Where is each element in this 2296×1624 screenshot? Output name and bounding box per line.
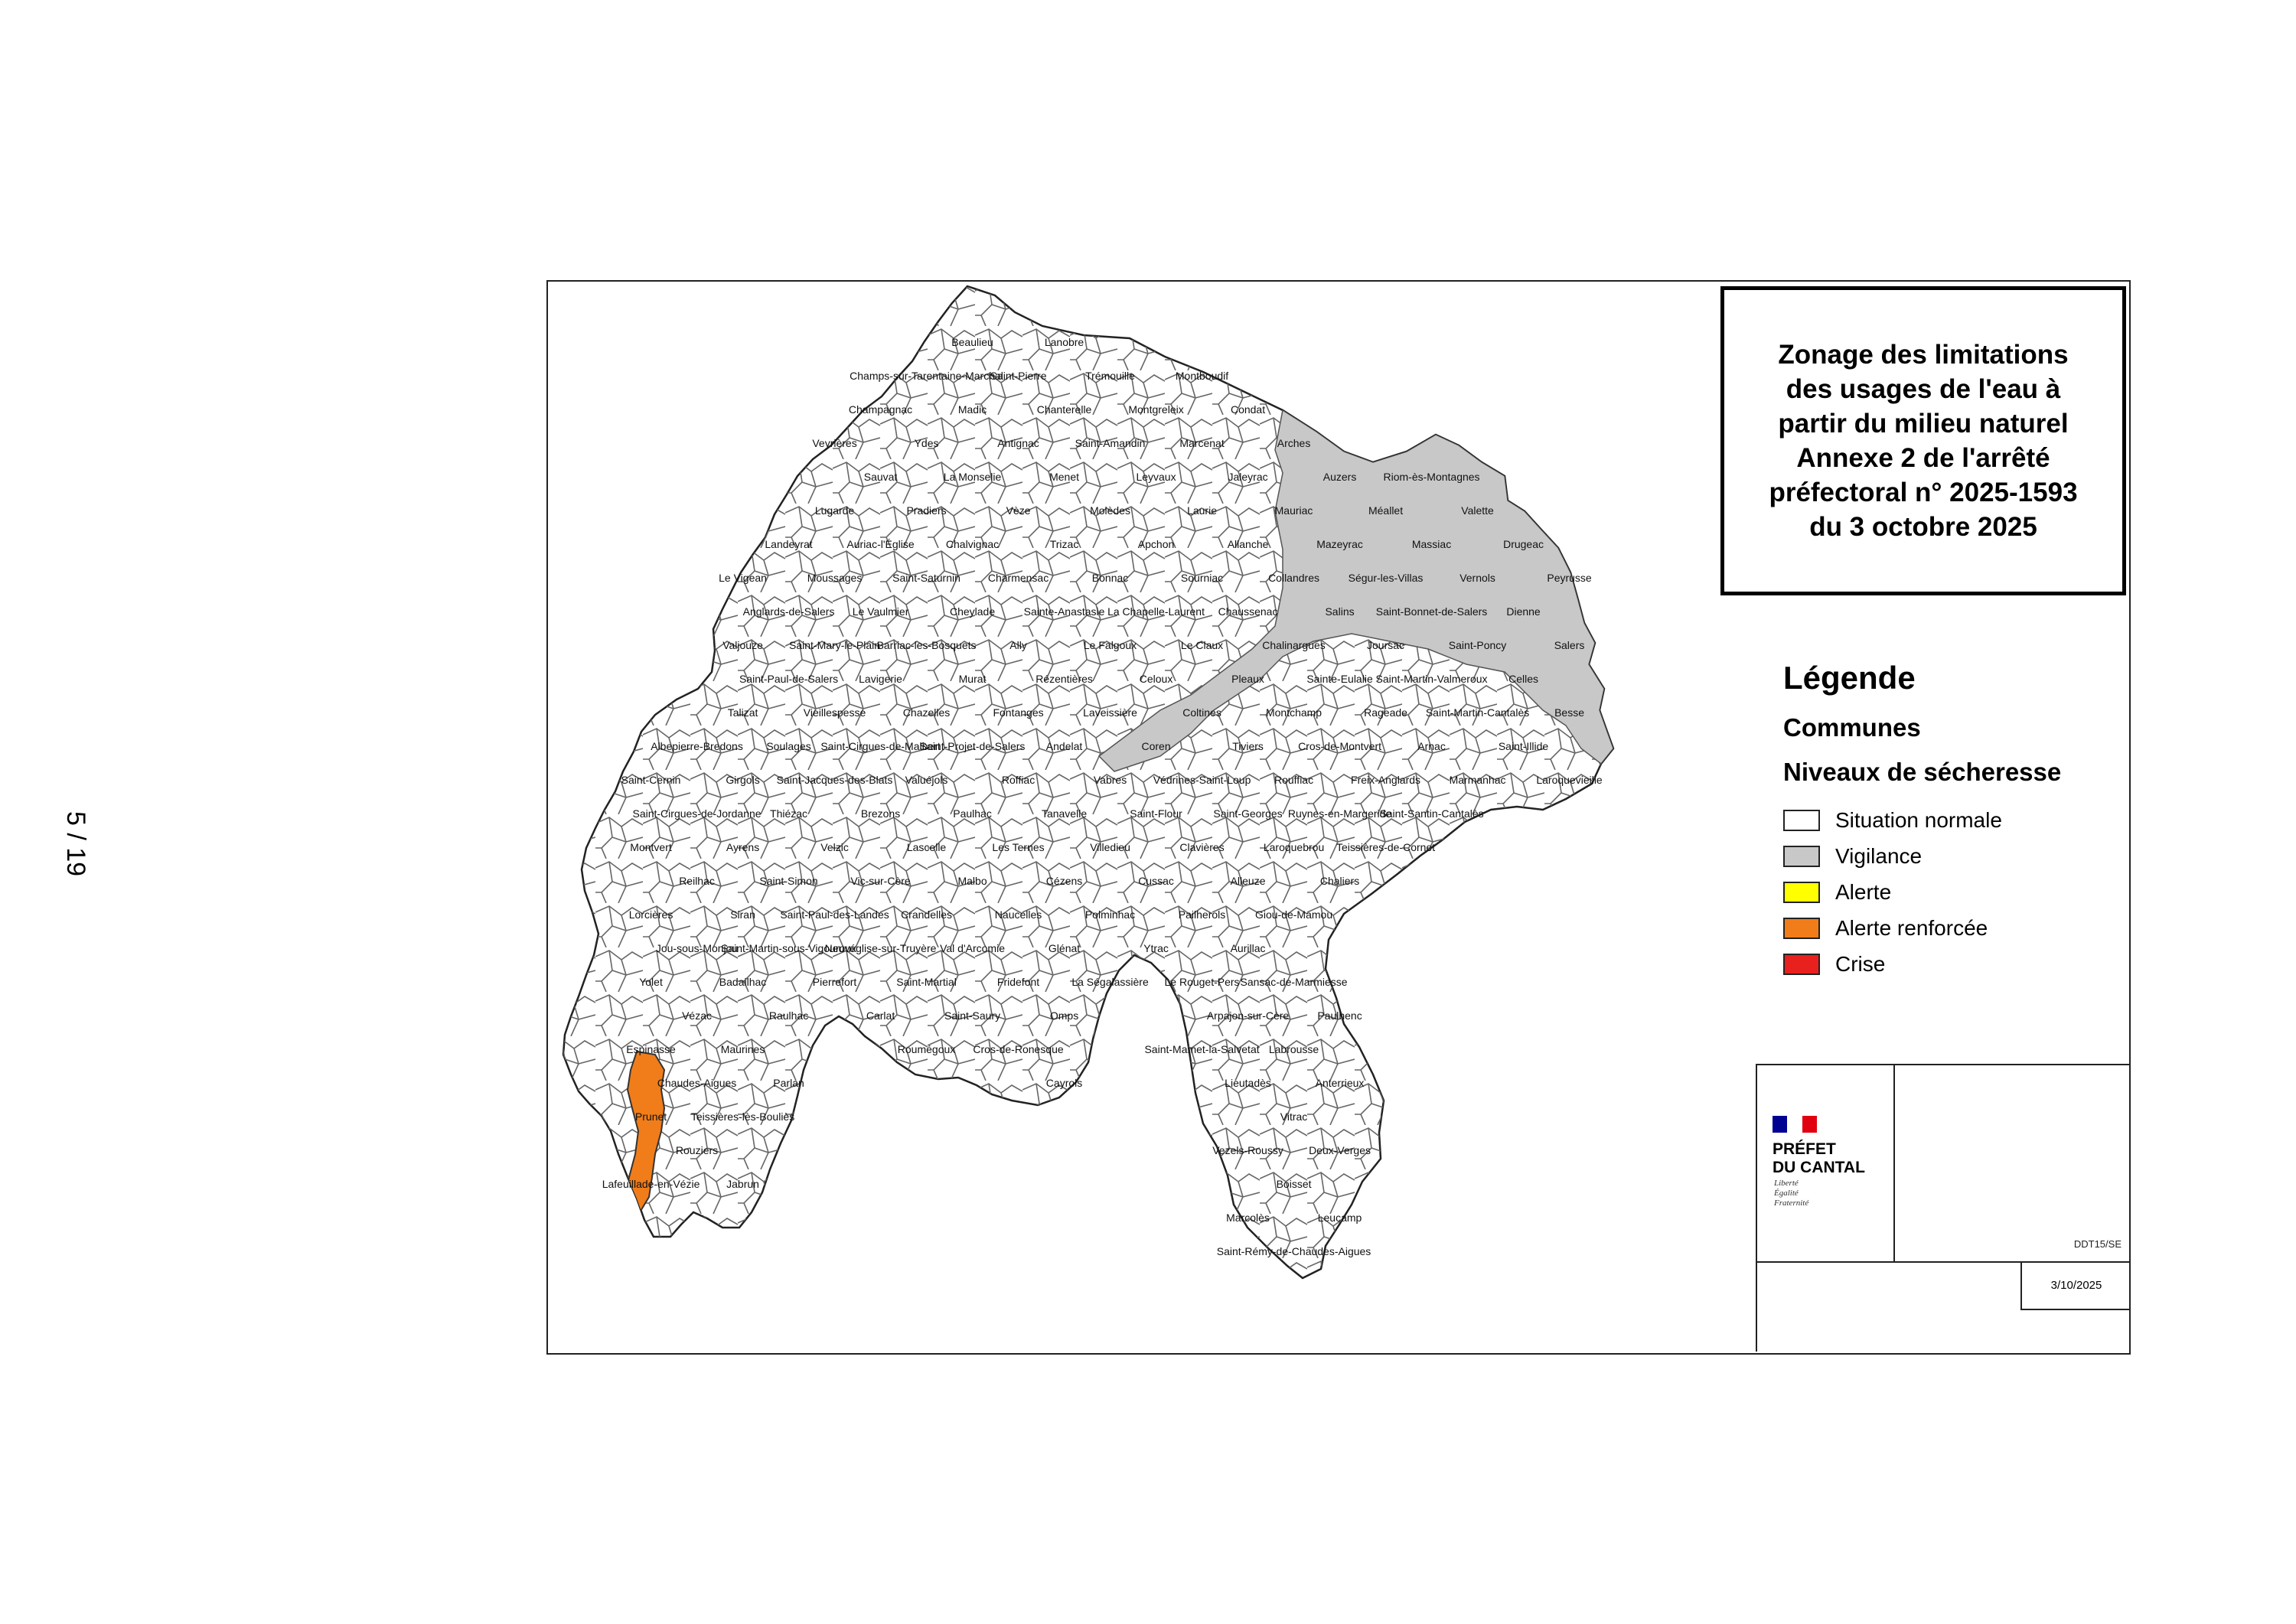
legend-item-label: Crise [1835, 951, 1886, 976]
commune-label: Rézentières [1035, 673, 1093, 685]
commune-label: Les Ternes [992, 841, 1045, 853]
commune-label: Auzers [1322, 471, 1357, 483]
title-line-1: Zonage des limitations [1778, 340, 2069, 370]
commune-label: Thiézac [770, 807, 808, 820]
commune-label: Anglards-de-Salers [742, 605, 835, 618]
commune-label: Saint-Pierre [990, 370, 1047, 382]
legend-swatch [1783, 882, 1820, 903]
commune-label: Andelat [1045, 740, 1083, 752]
map-frame [546, 280, 2131, 1355]
commune-label: Antignac [997, 437, 1039, 449]
reference-code: DDT15/SE [2073, 1238, 2122, 1250]
commune-label: Saint-Cernin [621, 774, 681, 786]
commune-label: Saint-Mary-le-Plain [789, 639, 881, 651]
commune-label: Barriac-les-Bosquets [876, 639, 977, 651]
commune-label: Saint-Paul-de-Salers [739, 673, 839, 685]
republic-motto [1774, 1179, 1808, 1208]
commune-label: Val d'Arcomie [940, 942, 1005, 954]
commune-label: Cussac [1138, 875, 1174, 887]
commune-label: Mazeyrac [1316, 538, 1363, 550]
commune-label: Collandres [1268, 572, 1320, 584]
commune-label: Dienne [1506, 605, 1541, 618]
commune-label: Landeyrat [765, 538, 813, 550]
commune-label: Bonnac [1091, 572, 1129, 584]
commune-label: Saint-Poncy [1448, 639, 1507, 651]
commune-label: Giou-de-Mamou [1254, 908, 1333, 921]
commune-label: Fontanges [993, 706, 1044, 719]
legend-item-label: Alerte [1835, 879, 1892, 904]
commune-label: Lieutadès [1225, 1077, 1271, 1089]
motto-line: Fraternité [1774, 1198, 1809, 1208]
commune-label: Ytrac [1143, 942, 1169, 954]
commune-label: Veyrières [812, 437, 857, 449]
prefecture-line-2: DU CANTAL [1773, 1159, 1865, 1176]
commune-label: Trizac [1049, 538, 1079, 550]
commune-label: Saint-Santin-Cantalès [1379, 807, 1484, 820]
legend-item-crise [1783, 946, 2120, 982]
legend-item-label: Situation normale [1835, 807, 2002, 832]
commune-label: Freix-Anglards [1351, 774, 1421, 786]
commune-label: La Monselie [943, 471, 1002, 483]
commune-label: Vezels-Roussy [1212, 1144, 1283, 1156]
commune-label: Le Vigean [719, 572, 767, 584]
title-line-4: Annexe 2 de l'arrêté [1796, 443, 2050, 473]
commune-label: Albepierre-Bredons [651, 740, 743, 752]
commune-label: Villedieu [1090, 841, 1130, 853]
commune-label: Yolet [639, 976, 663, 988]
commune-label: Polminhac [1084, 908, 1136, 921]
commune-label: Lugarde [814, 504, 855, 517]
commune-label: Crandelles [901, 908, 953, 921]
map-title [1769, 338, 2077, 544]
commune-label: Joursac [1367, 639, 1405, 651]
commune-label: Brezons [860, 807, 901, 820]
commune-label: Besse [1554, 706, 1585, 719]
commune-label: Lavigerie [859, 673, 902, 685]
commune-label: Montboudif [1175, 370, 1229, 382]
commune-label: Vieillespesse [803, 706, 866, 719]
legend-item-label: Vigilance [1835, 843, 1923, 868]
commune-label: Paulhac [953, 807, 992, 820]
commune-label: Madic [957, 403, 987, 416]
commune-label: Celles [1508, 673, 1538, 685]
prefecture-line-1: PRÉFET [1773, 1140, 1836, 1158]
commune-label: Saint-Simon [759, 875, 818, 887]
title-line-6: du 3 octobre 2025 [1809, 512, 2037, 542]
commune-label: Le Vaulmier [852, 605, 909, 618]
commune-label: Vic-sur-Cère [850, 875, 911, 887]
commune-label: Soulages [766, 740, 811, 752]
legend-item-label: Alerte renforcée [1835, 915, 1988, 940]
alerte-zone-cassaniouze[interactable] [816, 1131, 946, 1286]
commune-label: Leucamp [1317, 1211, 1362, 1224]
prefecture-name [1773, 1140, 1865, 1177]
commune-label: Chanterelle [1036, 403, 1092, 416]
commune-label: Montvert [630, 841, 672, 853]
commune-label: Girgols [726, 774, 760, 786]
commune-label: Badailhac [719, 976, 767, 988]
commune-label: Védrines-Saint-Loup [1153, 774, 1251, 786]
legend-swatch [1783, 846, 1820, 867]
prefecture-logo [1757, 1065, 1895, 1261]
commune-label: Charmensac [987, 572, 1049, 584]
legend-swatch [1783, 918, 1820, 939]
legend-item-alerte-renforcee [1783, 910, 2120, 946]
commune-label: Omps [1049, 1009, 1079, 1022]
commune-label: Ayrens [726, 841, 760, 853]
commune-label: Vèze [1006, 504, 1031, 517]
commune-label: Celoux [1139, 673, 1173, 685]
legend-heading: Légende [1783, 660, 1916, 696]
commune-label: Coren [1141, 740, 1171, 752]
commune-label: Pleaux [1231, 673, 1264, 685]
page-number: 5 / 19 [61, 811, 90, 877]
legend-layer: Communes [1783, 713, 1921, 742]
commune-label: Glénat [1048, 942, 1081, 954]
commune-label: Laurie [1187, 504, 1218, 517]
commune-label: Marcenat [1179, 437, 1225, 449]
commune-label: Mauriac [1274, 504, 1313, 517]
commune-label: Saint-Georges [1213, 807, 1283, 820]
commune-label: Montchamp [1265, 706, 1322, 719]
title-line-3: partir du milieu naturel [1778, 409, 2069, 439]
commune-label: Drugeac [1503, 538, 1544, 550]
commune-label: Lorcières [628, 908, 673, 921]
marianne-flag-icon [1773, 1116, 1817, 1133]
map-title-box [1720, 286, 2126, 595]
commune-label: Moussages [807, 572, 863, 584]
commune-label: Malbo [957, 875, 987, 887]
commune-label: Saint-Martin-Valmeroux [1375, 673, 1488, 685]
commune-label: Aurillac [1230, 942, 1266, 954]
commune-label: Alleuze [1230, 875, 1266, 887]
commune-label: Pailherols [1178, 908, 1226, 921]
commune-label: La Chapelle-Laurent [1107, 605, 1205, 618]
commune-label: Sauvat [863, 471, 898, 483]
commune-label: Lascelle [906, 841, 947, 853]
commune-label: Allanche [1227, 538, 1269, 550]
commune-label: Espinasse [626, 1043, 676, 1055]
commune-label: Condat [1230, 403, 1266, 416]
motto-line: Liberté [1774, 1179, 1799, 1188]
commune-label: Ségur-les-Villas [1348, 572, 1424, 584]
commune-label: Marmanhac [1449, 774, 1506, 786]
commune-label: Saint-Saturnin [892, 572, 960, 584]
commune-label: Saint-Cirgues-de-Malbert [820, 740, 941, 752]
legend-swatch [1783, 810, 1820, 831]
commune-label: Chazelles [902, 706, 951, 719]
commune-label: Vitrac [1280, 1110, 1308, 1123]
legend-swatch [1783, 954, 1820, 975]
commune-label: Chaliers [1319, 875, 1360, 887]
commune-label: Laroquebrou [1263, 841, 1325, 853]
commune-label: Saint-Bonnet-de-Salers [1375, 605, 1488, 618]
commune-label: Sainte-Anastasie [1023, 605, 1105, 618]
commune-label: Paulhenc [1317, 1009, 1362, 1022]
commune-label: Saint-Paul-des-Landes [780, 908, 889, 921]
commune-label: Saint-Amandin [1075, 437, 1146, 449]
commune-label: Valjouze [722, 639, 763, 651]
commune-label: Chaussenac [1218, 605, 1278, 618]
commune-label: Trémouille [1085, 370, 1135, 382]
commune-label: Valette [1461, 504, 1494, 517]
commune-label: Clavières [1179, 841, 1225, 853]
motto-line: Égalité [1774, 1189, 1799, 1198]
commune-label: Le Falgoux [1083, 639, 1137, 651]
commune-label: Boisset [1276, 1178, 1312, 1190]
commune-label: Pradiers [906, 504, 947, 517]
commune-label: Anterrieux [1315, 1077, 1365, 1089]
commune-label: Leyvaux [1136, 471, 1176, 483]
commune-label: Roumégoux [897, 1043, 956, 1055]
commune-label: Prunet [634, 1110, 667, 1123]
commune-label: Menet [1049, 471, 1080, 483]
commune-label: Cayrols [1045, 1077, 1083, 1089]
commune-label: Labrousse [1268, 1043, 1319, 1055]
title-line-5: préfectoral n° 2025-1593 [1769, 478, 2078, 507]
commune-label: Vézac [682, 1009, 713, 1022]
alerte-zone-montmurat[interactable] [698, 1319, 718, 1335]
commune-label: Cros-de-Montvert [1298, 740, 1382, 752]
commune-label: Parlan [773, 1077, 804, 1089]
commune-label: Ruynes-en-Margeride [1287, 807, 1392, 820]
commune-label: Montgreleix [1128, 403, 1184, 416]
commune-label: Reilhac [679, 875, 715, 887]
commune-label: Vernols [1459, 572, 1495, 584]
commune-label: Sainte-Eulalie [1306, 673, 1373, 685]
map-date: 3/10/2025 [2020, 1261, 2131, 1310]
commune-label: Coltines [1182, 706, 1221, 719]
commune-label: Sourniac [1180, 572, 1224, 584]
commune-label: Salins [1325, 605, 1355, 618]
commune-label: Naucelles [994, 908, 1042, 921]
commune-label: Saint-Martin-Cantalès [1425, 706, 1530, 719]
commune-label: Cros-de-Ronesque [973, 1043, 1064, 1055]
commune-label: Arpajon-sur-Cère [1206, 1009, 1290, 1022]
commune-label: Saint-Saury [944, 1009, 1001, 1022]
commune-label: Lafeuillade-en-Vézie [602, 1178, 700, 1190]
commune-label: Auriac-l'Église [846, 538, 915, 550]
commune-label: Ally [1009, 639, 1027, 651]
commune-label: Maurines [720, 1043, 765, 1055]
commune-label: Saint-Rémy-de-Chaudes-Aigues [1216, 1245, 1371, 1257]
commune-label: Beaulieu [951, 336, 993, 348]
commune-label: Laroquevieille [1536, 774, 1603, 786]
commune-label: Lanobre [1044, 336, 1084, 348]
commune-label: Cézens [1045, 875, 1083, 887]
commune-label: Pierrefort [812, 976, 857, 988]
commune-label: Jou-sous-Monjou [655, 942, 739, 954]
commune-label: Laveissière [1083, 706, 1137, 719]
commune-label: Murat [958, 673, 987, 685]
cartouche [1756, 1064, 2129, 1352]
commune-label: Le Claux [1180, 639, 1224, 651]
title-line-2: des usages de l'eau à [1786, 374, 2061, 404]
commune-label: Saint-Cirgues-de-Jordanne [632, 807, 762, 820]
legend-item-alerte [1783, 874, 2120, 910]
commune-label: Peyrusse [1547, 572, 1592, 584]
commune-label: Teissières-lès-Bouliès [690, 1110, 795, 1123]
commune-label: Arnac [1417, 740, 1446, 752]
commune-label: Ydes [914, 437, 939, 449]
commune-label: Massiac [1411, 538, 1452, 550]
commune-label: Saint-Mamet-la-Salvetat [1144, 1043, 1260, 1055]
commune-label: Velzic [820, 841, 849, 853]
commune-label: Raulhac [768, 1009, 809, 1022]
commune-label: Tiviers [1232, 740, 1264, 752]
commune-label: Arches [1277, 437, 1311, 449]
commune-label: Rouziers [675, 1144, 719, 1156]
commune-label: Molèdes [1090, 504, 1131, 517]
legend-item-situation-normale [1783, 802, 2120, 838]
legend-levels-heading: Niveaux de sécheresse [1783, 758, 2062, 786]
commune-label: Fridefont [996, 976, 1040, 988]
commune-label: Chalinargues [1262, 639, 1326, 651]
commune-label: Le Rouget-Pers [1164, 976, 1240, 988]
commune-label: Marcolès [1226, 1211, 1270, 1224]
commune-label: Jaleyrac [1228, 471, 1268, 483]
commune-label: Vabres [1093, 774, 1127, 786]
commune-label: Cheylade [949, 605, 996, 618]
commune-label: Teissières-de-Cornet [1336, 841, 1436, 853]
commune-label: Rouffiac [1274, 774, 1314, 786]
commune-label: Tanavelle [1041, 807, 1088, 820]
legend-item-vigilance [1783, 838, 2120, 874]
commune-label: Saint-Martin-sous-Vigouroux [720, 942, 857, 954]
commune-label: Saint-Flour [1130, 807, 1182, 820]
commune-label: Chaudes-Aigues [657, 1077, 737, 1089]
commune-label: Neuvéglise-sur-Truyère [824, 942, 937, 954]
commune-label: Talizat [727, 706, 758, 719]
commune-label: Carlat [866, 1009, 895, 1022]
commune-label: Saint-Jacques-des-Blats [776, 774, 893, 786]
commune-label: Sansac-de-Marmiesse [1240, 976, 1348, 988]
legend [1783, 660, 2120, 982]
commune-label: Salers [1554, 639, 1585, 651]
commune-label: Méallet [1368, 504, 1404, 517]
commune-label: Siran [730, 908, 755, 921]
commune-label: Saint-Projet-de-Salers [919, 740, 1026, 752]
commune-label: La Ségalassière [1071, 976, 1149, 988]
commune-label: Champs-sur-Tarentaine-Marchal [850, 370, 1003, 382]
commune-label: Riom-ès-Montagnes [1383, 471, 1480, 483]
commune-label: Chalvignac [945, 538, 1000, 550]
commune-label: Saint-Martial [896, 976, 957, 988]
commune-label: Valuéjols [905, 774, 948, 786]
commune-label: Jabrun [726, 1178, 759, 1190]
commune-label: Champagnac [848, 403, 913, 416]
commune-label: Deux-Verges [1309, 1144, 1371, 1156]
commune-label: Apchon [1137, 538, 1175, 550]
commune-label: Rageade [1364, 706, 1407, 719]
commune-label: Saint-Illide [1498, 740, 1549, 752]
commune-label: Roffiac [1001, 774, 1035, 786]
